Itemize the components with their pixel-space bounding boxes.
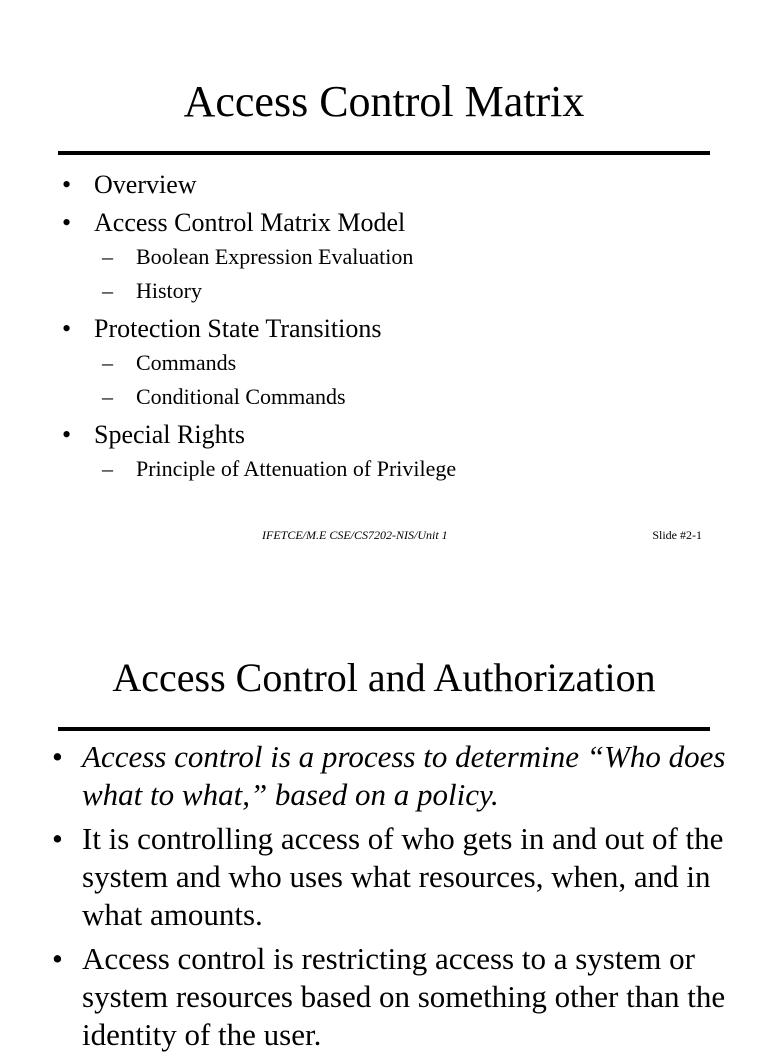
list-item	[62, 168, 722, 202]
list-item	[52, 738, 742, 814]
sub-list	[94, 346, 722, 414]
list-item	[62, 312, 722, 414]
dash-icon: –	[102, 244, 113, 269]
sub-list-item	[102, 380, 722, 414]
bullet-icon: •	[62, 208, 72, 237]
bullet-icon: •	[62, 420, 72, 449]
list-item	[52, 820, 742, 934]
bullet-icon: •	[62, 314, 72, 343]
bullet-icon: •	[62, 170, 72, 199]
footer-course-code: IFETCE/M.E CSE/CS7202-NIS/Unit 1	[262, 528, 448, 542]
slide-access-control-authorization	[0, 580, 768, 1052]
list-item-label: Overview	[94, 170, 197, 199]
list-item	[62, 206, 722, 308]
slide-title: Access Control Matrix	[183, 77, 585, 126]
list-item-label: Protection State Transitions	[94, 314, 382, 343]
sub-list	[94, 452, 722, 486]
sub-list-item	[102, 346, 722, 380]
bullet-icon: •	[52, 941, 63, 976]
sub-list-item-label: History	[136, 278, 202, 303]
list-item-label: Access control is restricting access to a system or system resources based on something other than the identity of the user.	[82, 941, 726, 1052]
sub-list-item-label: Principle of Attenuation of Privilege	[136, 456, 457, 481]
title-divider	[58, 151, 710, 155]
list-item-label: It is controlling access of who gets in and out of the system and who uses what resources, when, and in what amounts.	[82, 821, 724, 932]
dash-icon: –	[102, 384, 113, 409]
bullet-list	[62, 168, 722, 486]
list-item-label: Access control is a process to determine “Who does what to what,” based on a policy.	[82, 739, 726, 812]
sub-list-item	[102, 240, 722, 274]
sub-list	[94, 240, 722, 308]
list-item	[52, 940, 742, 1054]
sub-list-item-label: Conditional Commands	[136, 384, 346, 409]
list-item	[62, 418, 722, 486]
sub-list-item-label: Boolean Expression Evaluation	[136, 244, 414, 269]
footer-slide-number: Slide #2-1	[652, 528, 702, 542]
list-item-label: Special Rights	[94, 420, 245, 449]
title-divider	[58, 727, 710, 731]
sub-list-item	[102, 452, 722, 486]
sub-list-item-label: Commands	[136, 350, 237, 375]
bullet-list	[52, 738, 742, 1060]
bullet-icon: •	[52, 821, 63, 856]
dash-icon: –	[102, 456, 113, 481]
dash-icon: –	[102, 350, 113, 375]
dash-icon: –	[102, 278, 113, 303]
slide-title: Access Control and Authorization	[112, 655, 656, 700]
bullet-icon: •	[52, 739, 63, 774]
list-item-label: Access Control Matrix Model	[94, 208, 406, 237]
sub-list-item	[102, 274, 722, 308]
